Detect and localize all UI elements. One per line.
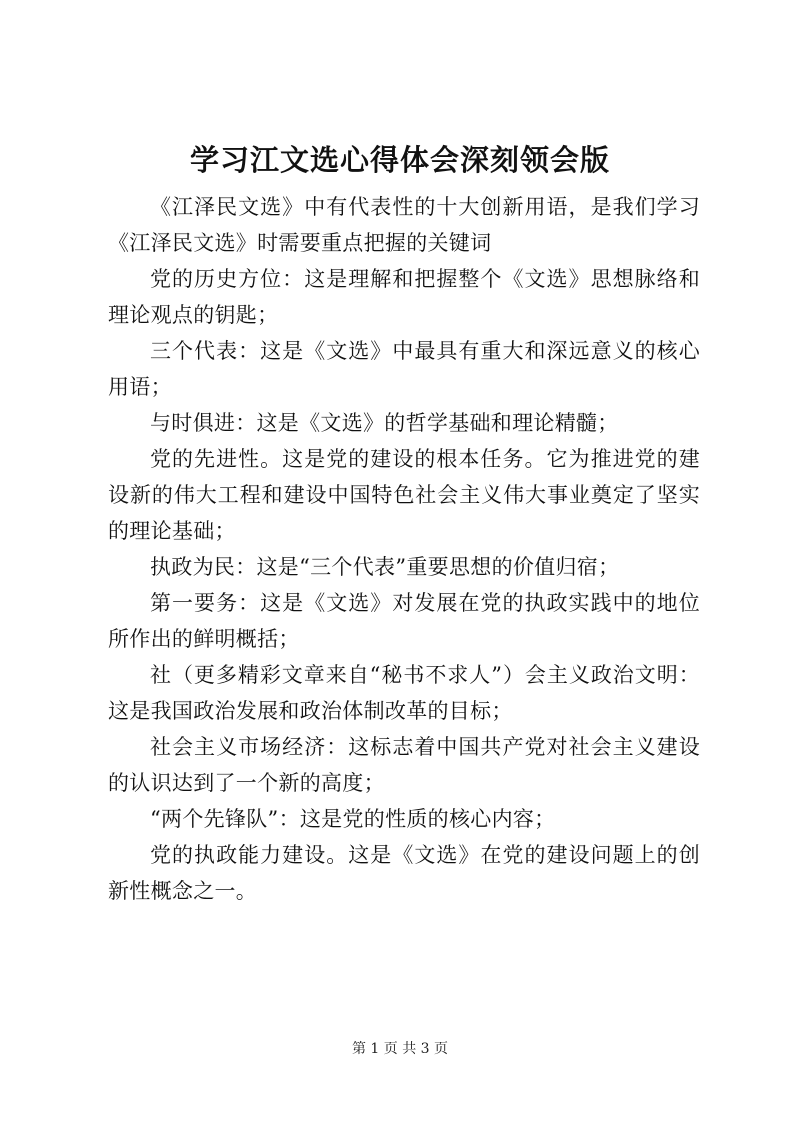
paragraph: “两个先锋队”：这是党的性质的核心内容； [150, 807, 556, 831]
paragraph: 社（更多精彩文章来自“秘书不求人”）会主义政治文明：这是我国政治发展和政治体制改革的目标； [108, 663, 700, 723]
paragraph: 党的先进性。这是党的建设的根本任务。它为推进党的建设新的伟大工程和建设中国特色社会主义伟大事业奠定了坚实的理论基础； [108, 447, 700, 543]
page-number-footer: 第 1 页 共 3 页 [351, 1041, 449, 1057]
paragraph: 三个代表：这是《文选》中最具有重大和深远意义的核心用语； [108, 339, 700, 399]
document-title: 学习江文选心得体会深刻领会版 [189, 143, 610, 177]
paragraph: 党的历史方位：这是理解和把握整个《文选》思想脉络和理论观点的钥匙； [108, 267, 700, 327]
paragraph: 《江泽民文选》中有代表性的十大创新用语，是我们学习《江泽民文选》时需要重点把握的关键词 [108, 195, 700, 255]
paragraph: 党的执政能力建设。这是《文选》在党的建设问题上的创新性概念之一。 [108, 843, 700, 903]
paragraph: 第一要务：这是《文选》对发展在党的执政实践中的地位所作出的鲜明概括； [108, 591, 700, 651]
paragraph: 执政为民：这是“三个代表”重要思想的价值归宿； [150, 555, 620, 579]
document-body [108, 189, 700, 909]
paragraph: 与时俱进：这是《文选》的哲学基础和理论精髓； [150, 411, 619, 435]
paragraph: 社会主义市场经济：这标志着中国共产党对社会主义建设的认识达到了一个新的高度； [108, 735, 700, 795]
